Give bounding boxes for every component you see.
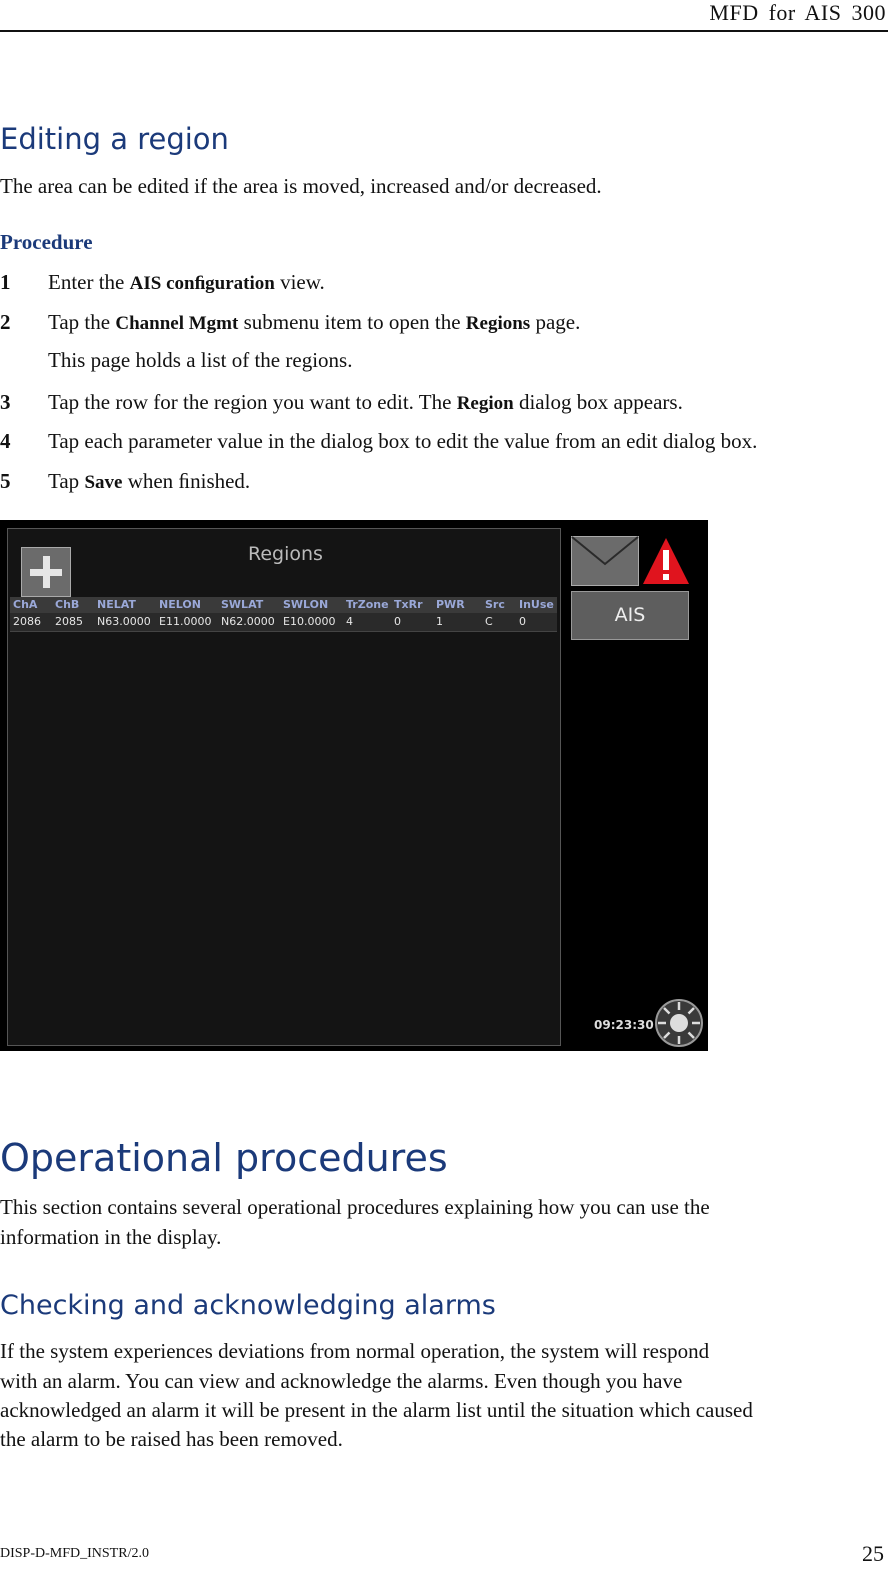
add-region-button[interactable] xyxy=(21,547,71,597)
alarm-button[interactable] xyxy=(641,536,691,586)
step-number: 3 xyxy=(0,390,11,414)
page-number: 25 xyxy=(862,1541,884,1566)
col-header: Src xyxy=(485,598,505,611)
step-number: 1 xyxy=(0,270,11,294)
paragraph-line: information in the display. xyxy=(0,1225,222,1249)
cell: C xyxy=(485,615,493,628)
cell: 4 xyxy=(346,615,353,628)
step-text: Tap Save when ﬁnished. xyxy=(48,469,251,493)
section-title-editing-region: Editing a region xyxy=(0,122,229,156)
section-intro: The area can be edited if the area is moved, increased and/or decreased. xyxy=(0,174,602,198)
brightness-button[interactable] xyxy=(654,998,704,1048)
clock-readout: 09:23:30 xyxy=(594,1018,654,1032)
ais-button[interactable]: AIS xyxy=(571,591,689,640)
col-header: TrZone xyxy=(346,598,389,611)
step-number: 4 xyxy=(0,429,11,453)
header-rule xyxy=(0,30,888,32)
messages-button[interactable] xyxy=(571,536,639,586)
cell: 0 xyxy=(394,615,401,628)
step-number: 5 xyxy=(0,469,11,493)
cell: 2085 xyxy=(55,615,83,628)
col-header: TxRr xyxy=(394,598,423,611)
step-text: Tap the row for the region you want to edit. The Region dialog box appears. xyxy=(48,390,683,414)
col-header: ChB xyxy=(55,598,80,611)
sun-icon xyxy=(654,998,704,1048)
col-header: SWLON xyxy=(283,598,329,611)
cell: N62.0000 xyxy=(221,615,275,628)
footer-doc-id: DISP-D-MFD_INSTR/2.0 xyxy=(0,1546,149,1561)
cell: E11.0000 xyxy=(159,615,212,628)
ui-term: Regions xyxy=(465,313,531,334)
cell: 1 xyxy=(436,615,443,628)
paragraph-line: acknowledged an alarm it will be present in the alarm list until the situation which caused xyxy=(0,1398,753,1422)
paragraph-line: the alarm to be raised has been removed. xyxy=(0,1427,343,1451)
step-number: 2 xyxy=(0,310,11,334)
table-header xyxy=(10,597,557,613)
procedure-label: Procedure xyxy=(0,230,93,254)
envelope-icon xyxy=(571,536,639,586)
cell: N63.0000 xyxy=(97,615,151,628)
cell: 2086 xyxy=(13,615,41,628)
col-header: NELAT xyxy=(97,598,136,611)
step-text: Tap the Channel Mgmt submenu item to open the Regions page. xyxy=(48,310,581,334)
ui-term: AIS conﬁguration xyxy=(129,273,275,294)
step-subtext: This page holds a list of the regions. xyxy=(48,348,353,372)
paragraph-line: This section contains several operational procedures explaining how you can use the xyxy=(0,1195,710,1219)
col-header: PWR xyxy=(436,598,465,611)
paragraph-line: If the system experiences deviations from normal operation, the system will respond xyxy=(0,1339,710,1363)
paragraph-line: with an alarm. You can view and acknowledge the alarms. Even though you have xyxy=(0,1369,683,1393)
section-title-alarms: Checking and acknowledging alarms xyxy=(0,1290,496,1321)
regions-title: Regions xyxy=(248,543,323,565)
running-header: MFD for AIS 300 xyxy=(709,0,886,25)
ui-term: Region xyxy=(456,393,514,414)
col-header: SWLAT xyxy=(221,598,264,611)
table-row[interactable] xyxy=(10,613,557,632)
ui-term: Save xyxy=(84,472,123,493)
col-header: ChA xyxy=(13,598,38,611)
ui-term: Channel Mgmt xyxy=(115,313,239,334)
step-text: Enter the AIS conﬁguration view. xyxy=(48,270,325,294)
col-header: NELON xyxy=(159,598,201,611)
step-text: Tap each parameter value in the dialog box to edit the value from an edit dialog box. xyxy=(48,429,758,453)
col-header: InUse xyxy=(519,598,554,611)
section-title-operational: Operational procedures xyxy=(0,1136,448,1180)
cell: E10.0000 xyxy=(283,615,336,628)
warning-icon xyxy=(641,536,691,586)
cell: 0 xyxy=(519,615,526,628)
